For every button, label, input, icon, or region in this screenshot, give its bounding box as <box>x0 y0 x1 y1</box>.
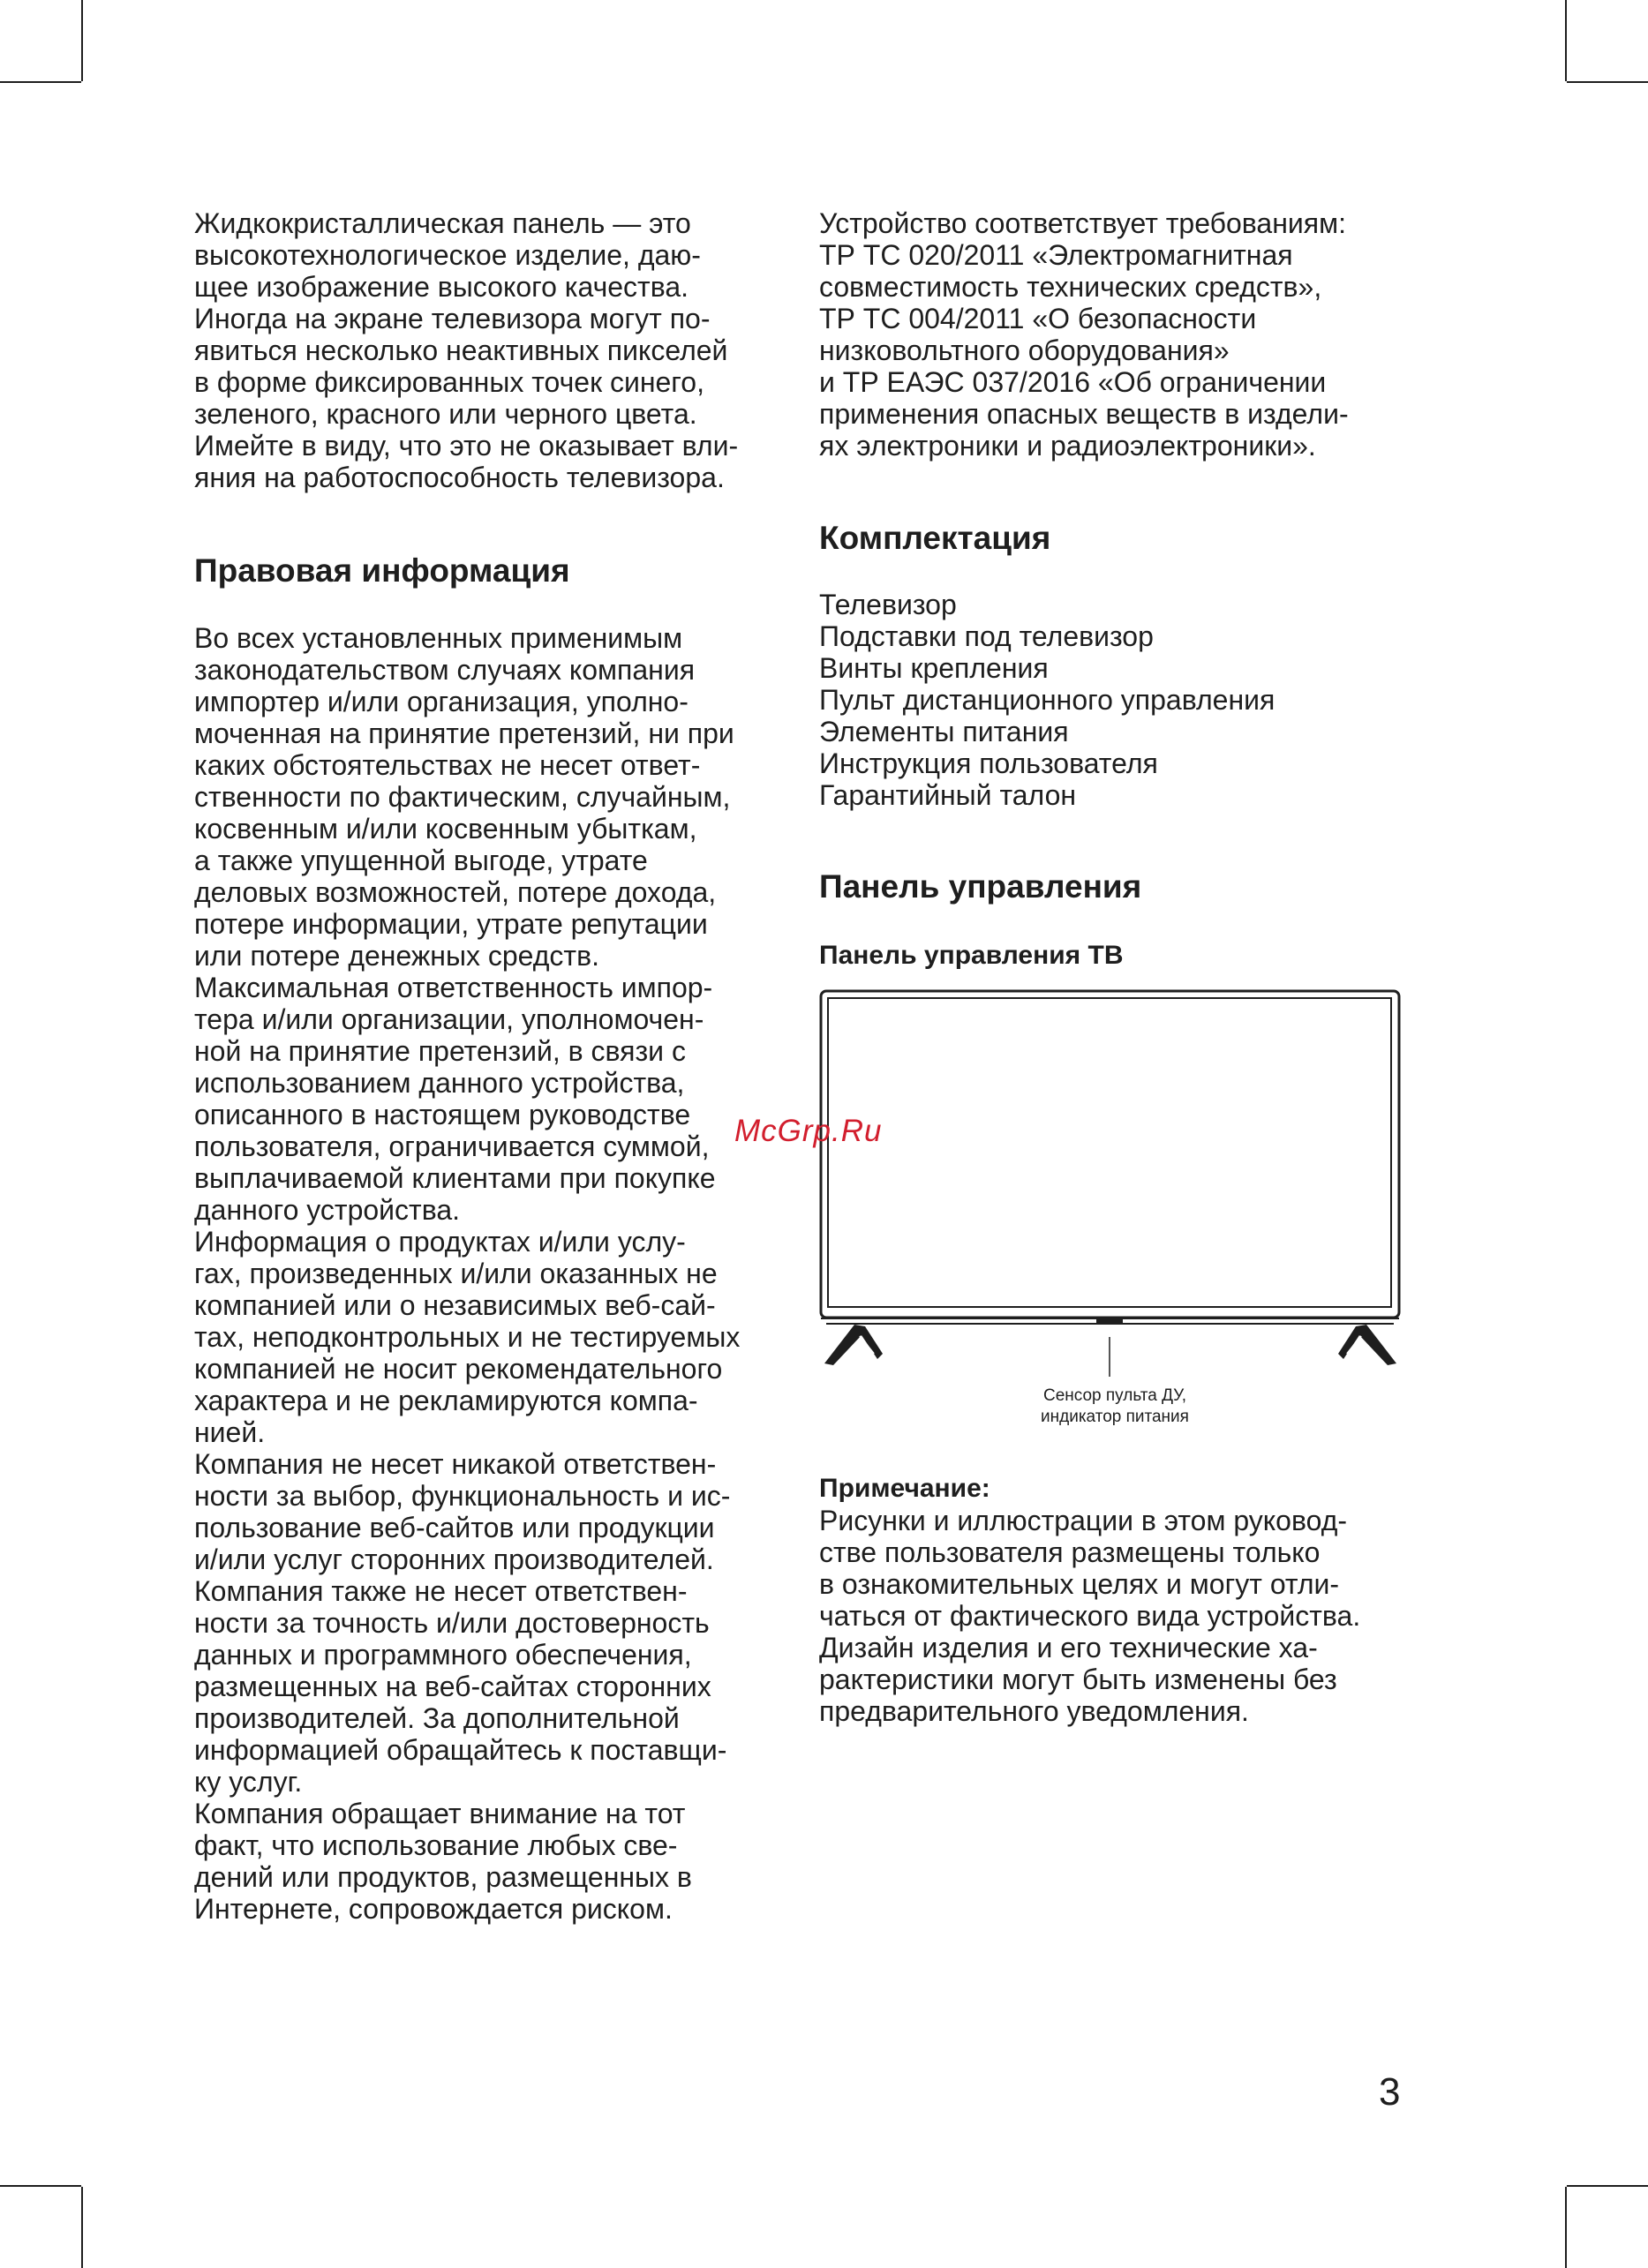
text-line: деловых возможностей, потере дохода, <box>194 876 717 908</box>
text-line: чаться от фактического вида устройства. <box>819 1600 1361 1632</box>
text-line: совместимость технических средств», <box>819 271 1322 303</box>
text-line: потере информации, утрате репутации <box>194 908 708 940</box>
compliance-paragraph <box>819 207 1349 462</box>
caption-line: Сенсор пульта ДУ, <box>1042 1386 1187 1405</box>
text-line: в форме фиксированных точек синего, <box>194 366 704 398</box>
crop-mark <box>1565 0 1567 81</box>
text-line: явиться несколько неактивных пикселей <box>194 334 728 366</box>
text-line: Интернете, сопровождается риском. <box>194 1893 673 1925</box>
text-line: моченная на принятие претензий, ни при <box>194 717 734 749</box>
text-line: законодательством случаях компания <box>194 654 696 686</box>
text-line: Имейте в виду, что это не оказывает вли- <box>194 430 739 462</box>
text-line: пользование веб-сайтов или продукции <box>194 1512 715 1543</box>
legal-info-heading: Правовая информация <box>194 552 570 589</box>
text-line: Рисунки и иллюстрации в этом руковод- <box>819 1505 1348 1536</box>
text-line: нией. <box>194 1416 266 1448</box>
text-line: факт, что использование любых све- <box>194 1829 678 1861</box>
text-line: Дизайн изделия и его технические ха- <box>819 1632 1318 1663</box>
text-line: а также упущенной выгоде, утрате <box>194 845 648 876</box>
note-text <box>819 1505 1360 1727</box>
crop-mark <box>1565 2187 1567 2268</box>
legal-info-text <box>194 622 740 1925</box>
text-line: низковольтного оборудования» <box>819 334 1230 366</box>
text-line: данного устройства. <box>194 1194 461 1226</box>
text-line: рактеристики могут быть изменены без <box>819 1663 1337 1695</box>
text-line: ственности по фактическим, случайным, <box>194 781 731 813</box>
text-line: предварительного уведомления. <box>819 1695 1249 1727</box>
text-line: компанией или о независимых веб-сай- <box>194 1289 716 1321</box>
text-line: ТР ТС 004/2011 «О безопасности <box>819 303 1257 334</box>
control-panel-subheading: Панель управления ТВ <box>819 941 1124 970</box>
text-line: и/или услуг сторонних производителей. <box>194 1543 714 1575</box>
text-line: ности за выбор, функциональность и ис- <box>194 1480 731 1512</box>
text-line: применения опасных веществ в издели- <box>819 398 1349 430</box>
list-item: Пульт дистанционного управления <box>819 684 1276 716</box>
text-line: ной на принятие претензий, в связи с <box>194 1035 686 1067</box>
text-line: размещенных на веб-сайтах сторонних <box>194 1671 711 1702</box>
text-line: описанного в настоящем руководстве <box>194 1099 691 1130</box>
text-line: ях электроники и радиоэлектроники». <box>819 430 1316 462</box>
crop-mark <box>0 2185 81 2187</box>
list-item: Элементы питания <box>819 716 1069 747</box>
text-line: компанией не носит рекомендательного <box>194 1353 723 1385</box>
text-line: пользователя, ограничивается суммой, <box>194 1130 710 1162</box>
left-column <box>194 207 803 1925</box>
text-line: дений или продуктов, размещенных в <box>194 1861 692 1893</box>
text-line: характера и не рекламируются компа- <box>194 1385 698 1416</box>
text-line: ТР ТС 020/2011 «Электромагнитная <box>819 239 1293 271</box>
text-line: каких обстоятельствах не несет ответ- <box>194 749 701 781</box>
package-contents-heading: Комплектация <box>819 520 1051 556</box>
text-line: Устройство соответствует требованиям: <box>819 207 1346 239</box>
text-line: Информация о продуктах и/или услу- <box>194 1226 686 1258</box>
text-line: производителей. За дополнительной <box>194 1702 680 1734</box>
text-line: гах, произведенных и/или оказанных не <box>194 1258 718 1289</box>
text-line: данных и программного обеспечения, <box>194 1639 692 1671</box>
list-item: Инструкция пользователя <box>819 747 1158 779</box>
crop-mark <box>1567 81 1648 83</box>
text-line: ку услуг. <box>194 1766 303 1798</box>
crop-mark <box>81 0 83 81</box>
text-line: зеленого, красного или черного цвета. <box>194 398 697 430</box>
text-line: тах, неподконтрольных и не тестируемых <box>194 1321 741 1353</box>
text-line: Иногда на экране телевизора могут по- <box>194 303 711 334</box>
text-line: и ТР ЕАЭС 037/2016 «Об ограничении <box>819 366 1327 398</box>
text-line: Компания не несет никакой ответствен- <box>194 1448 717 1480</box>
text-line: Компания также не несет ответствен- <box>194 1575 688 1607</box>
tv-illustration <box>819 988 1411 1165</box>
text-line: высокотехнологическое изделие, даю- <box>194 239 701 271</box>
remote-sensor-caption <box>819 1386 1411 1428</box>
list-item: Винты крепления <box>819 652 1049 684</box>
control-panel-heading: Панель управления <box>819 868 1142 905</box>
note-heading: Примечание: <box>819 1474 990 1503</box>
text-line: в ознакомительных целях и могут отли- <box>819 1568 1340 1600</box>
text-line: Жидкокристаллическая панель — это <box>194 207 691 239</box>
crop-mark <box>0 81 81 83</box>
tv-outline-icon <box>819 988 1411 1377</box>
text-line: Максимальная ответственность импор- <box>194 972 713 1003</box>
list-item: Гарантийный талон <box>819 779 1077 811</box>
text-line: тера и/или организации, уполномочен- <box>194 1003 704 1035</box>
lcd-panel-paragraph <box>194 207 803 493</box>
caption-line: индикатор питания <box>1041 1408 1189 1426</box>
text-line: щее изображение высокого качества. <box>194 271 689 303</box>
package-contents-list <box>819 589 1275 811</box>
crop-mark <box>1567 2185 1648 2187</box>
list-item: Подставки под телевизор <box>819 620 1154 652</box>
text-line: импортер и/или организация, уполно- <box>194 686 689 717</box>
list-item: Телевизор <box>819 589 957 620</box>
text-line: косвенным и/или косвенным убыткам, <box>194 813 697 845</box>
text-line: информацией обращайтесь к поставщи- <box>194 1734 727 1766</box>
text-line: использованием данного устройства, <box>194 1067 685 1099</box>
text-line: Компания обращает внимание на тот <box>194 1798 686 1829</box>
text-line: ности за точность и/или достоверность <box>194 1607 710 1639</box>
page-number: 3 <box>1379 2070 1401 2114</box>
text-line: или потере денежных средств. <box>194 940 599 972</box>
watermark: McGrp.Ru <box>734 1114 883 1148</box>
text-line: стве пользователя размещены только <box>819 1536 1321 1568</box>
crop-mark <box>81 2187 83 2268</box>
text-line: Во всех установленных применимым <box>194 622 683 654</box>
text-line: яния на работоспособность телевизора. <box>194 462 725 493</box>
text-line: выплачиваемой клиентами при покупке <box>194 1162 716 1194</box>
